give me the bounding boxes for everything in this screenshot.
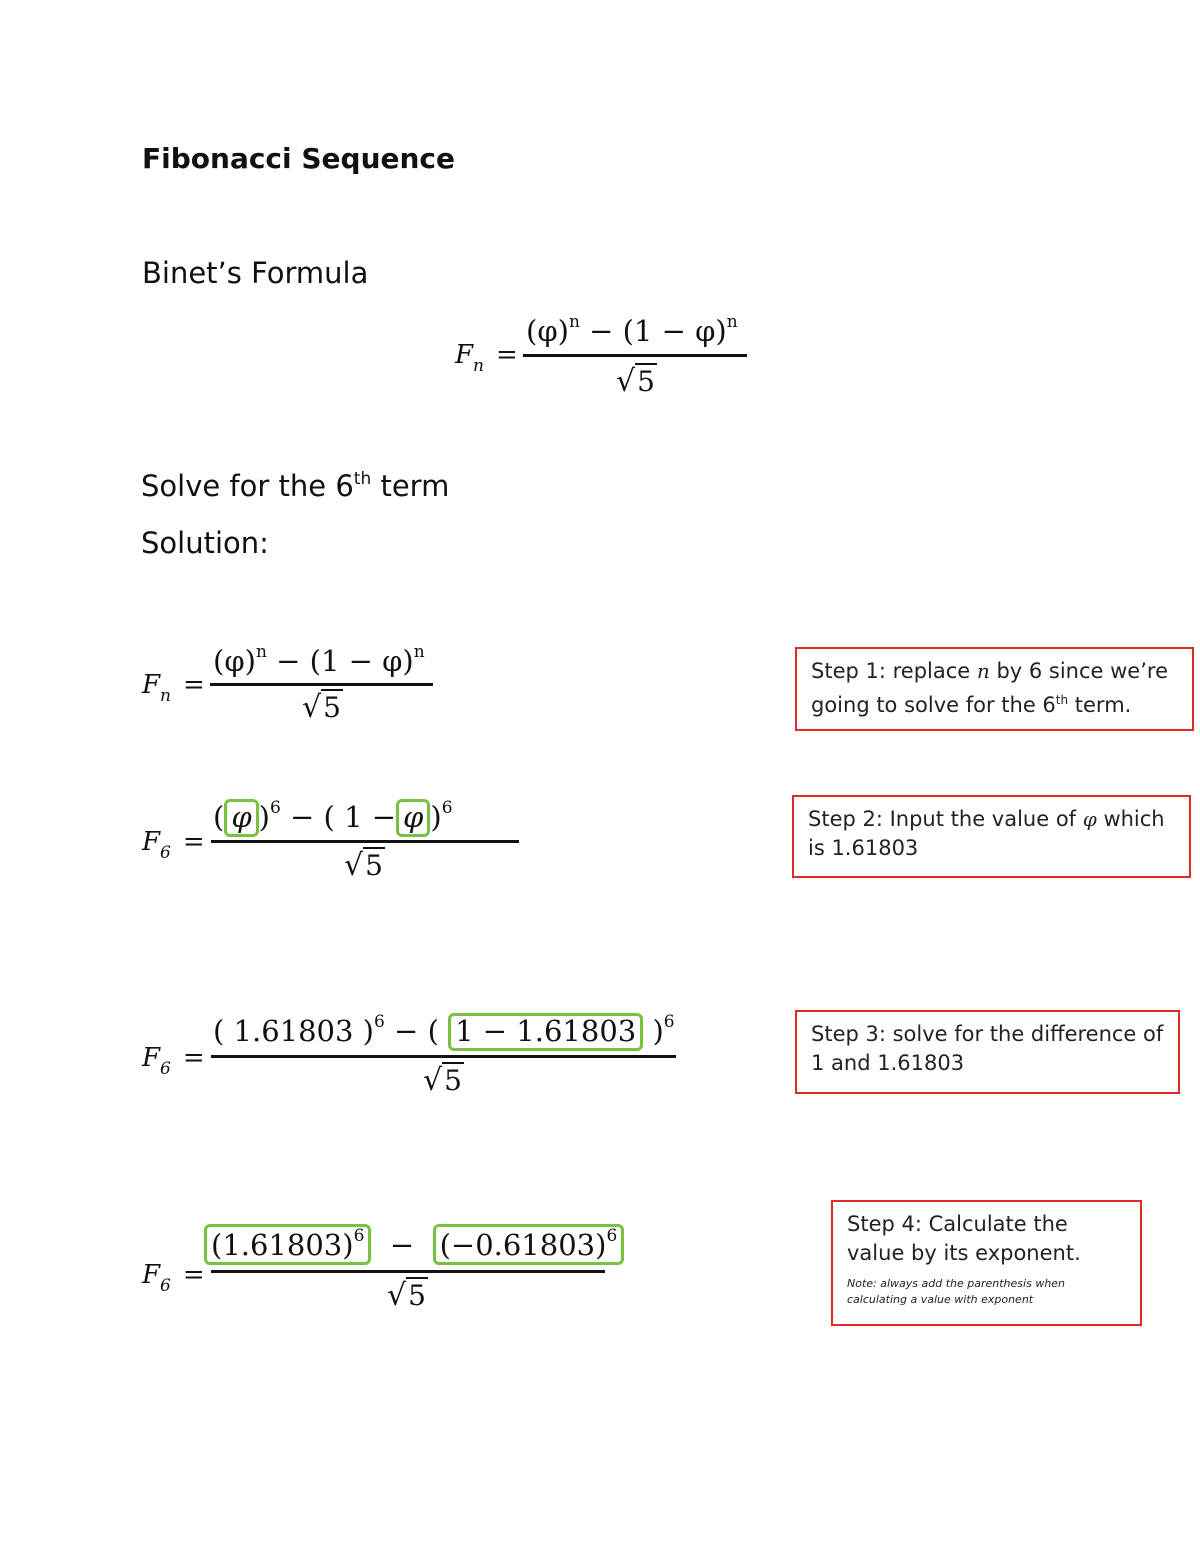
fraction-bar: [210, 683, 433, 686]
step4-lhs: $F_6$ =: [142, 1260, 205, 1296]
step1-lhs: $F_n$ =: [142, 670, 205, 706]
step2-lhs: $F_6$ =: [142, 827, 205, 863]
phi-highlight-box: φ: [224, 799, 258, 837]
step2-denominator: √5: [344, 848, 383, 883]
formula-heading: Binet’s Formula: [142, 256, 369, 290]
step3-lhs: $F_6$ =: [142, 1043, 205, 1079]
formula-numerator: $(\varphi)^n - (1 - \varphi)^n$: [526, 312, 738, 348]
fraction-bar: [211, 1055, 676, 1058]
formula-denominator: √5: [616, 364, 655, 399]
fraction-bar: [211, 1270, 605, 1273]
step3-denominator: √5: [423, 1063, 462, 1098]
step1-numerator: $(\varphi)^n - (1 - \varphi)^n$: [213, 642, 425, 678]
step3-callout: Step 3: solve for the difference of 1 and 1.61803: [795, 1010, 1180, 1094]
step4-numerator: $(1.61803)^6 - (-0.61803)^6$: [204, 1224, 624, 1265]
step4-note: Note: always add the parenthesis when calculating a value with exponent: [847, 1277, 1066, 1306]
fraction-bar: [523, 354, 747, 357]
exponent-highlight-box: $(-0.61803)^6$: [433, 1224, 625, 1265]
step4-denominator: √5: [387, 1278, 426, 1313]
step1-denominator: √5: [302, 690, 341, 725]
step4-callout: [831, 1200, 1142, 1326]
formula-lhs: $F_n$ =: [455, 340, 518, 376]
exponent-highlight-box: $(1.61803)^6$: [204, 1224, 371, 1265]
page-title: Fibonacci Sequence: [142, 142, 456, 175]
step2-callout: Step 2: Input the value of φ which is 1.61803: [792, 795, 1191, 878]
step1-callout: Step 1: replace n by 6 since we’re going to solve for the 6th term.: [795, 647, 1194, 731]
fraction-bar: [211, 840, 519, 843]
problem-prompt: Solve for the 6th term: [141, 469, 450, 503]
difference-highlight-box: 1 − 1.61803: [448, 1013, 643, 1051]
step3-numerator: ( 1.61803 )$^6$ − ( 1 − 1.61803 )$^6$: [213, 1012, 675, 1051]
phi-highlight-box: φ: [396, 799, 430, 837]
solution-label: Solution:: [141, 526, 269, 560]
step4-text: Step 4: Calculate the value by its exponent.: [847, 1212, 1081, 1265]
step2-numerator: ( φ )$^6$ − ( 1 − φ )$^6$: [213, 798, 453, 837]
